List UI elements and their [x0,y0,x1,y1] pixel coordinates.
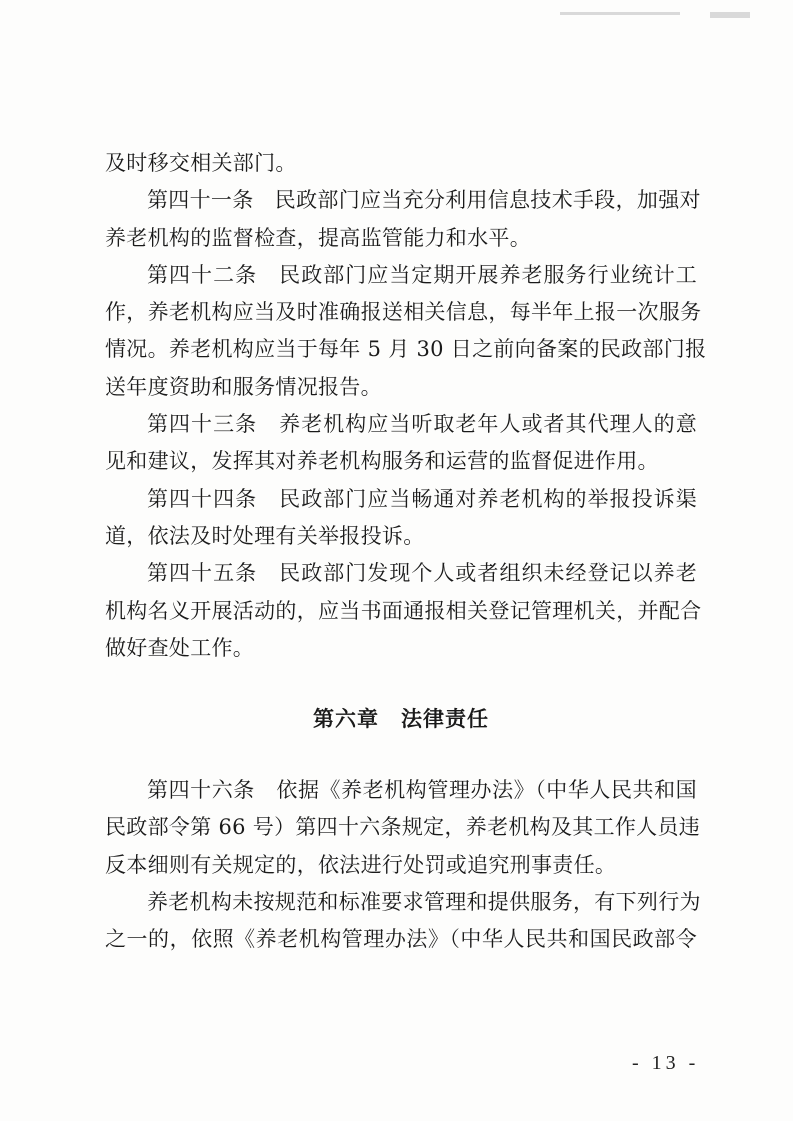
text-line: 养老机构未按规范和标准要求管理和提供服务，有下列行为 [147,890,701,915]
text-line: 及时移交相关部门。 [105,151,297,175]
text-line: 作，养老机构应当及时准确报送相关信息，每半年上报一次服务 [105,300,702,325]
text-line: 送年度资助和服务情况报告。 [105,374,382,399]
text-line: 机构名义开展活动的，应当书面通报相关登记管理机关，并配合 [105,598,702,623]
text-line: 养老机构的监督检查，提高监管能力和水平。 [105,225,531,250]
text-line: 情况。养老机构应当于每年 5 月 30 日之前向备案的民政部门报 [105,337,707,362]
document-body [105,145,707,959]
article-text-top [105,145,707,667]
text-line: 道，依法及时处理有关举报投诉。 [105,523,425,548]
text-line: 第四十二条 民政部门应当定期开展养老服务行业统计工 [147,262,697,287]
article-text-bottom [105,772,701,958]
text-line: 第四十四条 民政部门应当畅通对养老机构的举报投诉渠 [147,486,697,511]
text-line: 第四十六条 依据《养老机构管理办法》（中华人民共和国 [147,778,697,803]
chapter-number: 第六章 [313,707,379,732]
text-line: 民政部令第 66 号）第四十六条规定，养老机构及其工作人员违 [105,815,701,840]
scan-artifact [710,12,750,18]
text-line: 第四十一条 民政部门应当充分利用信息技术手段，加强对 [147,188,701,213]
chapter-title: 法律责任 [401,707,489,732]
page-number: - 13 - [632,1052,700,1074]
text-line: 之一的，依照《养老机构管理办法》（中华人民共和国民政部令 [105,927,697,952]
text-line: 做好查处工作。 [105,635,255,660]
chapter-heading [105,701,697,738]
scan-artifact [560,12,680,15]
text-line: 见和建议，发挥其对养老机构服务和运营的监督促进作用。 [105,449,659,474]
text-line: 第四十五条 民政部门发现个人或者组织未经登记以养老 [147,561,697,586]
text-line: 反本细则有关规定的，依法进行处罚或追究刑事责任。 [105,852,617,877]
text-line: 第四十三条 养老机构应当听取老年人或者其代理人的意 [147,412,697,437]
